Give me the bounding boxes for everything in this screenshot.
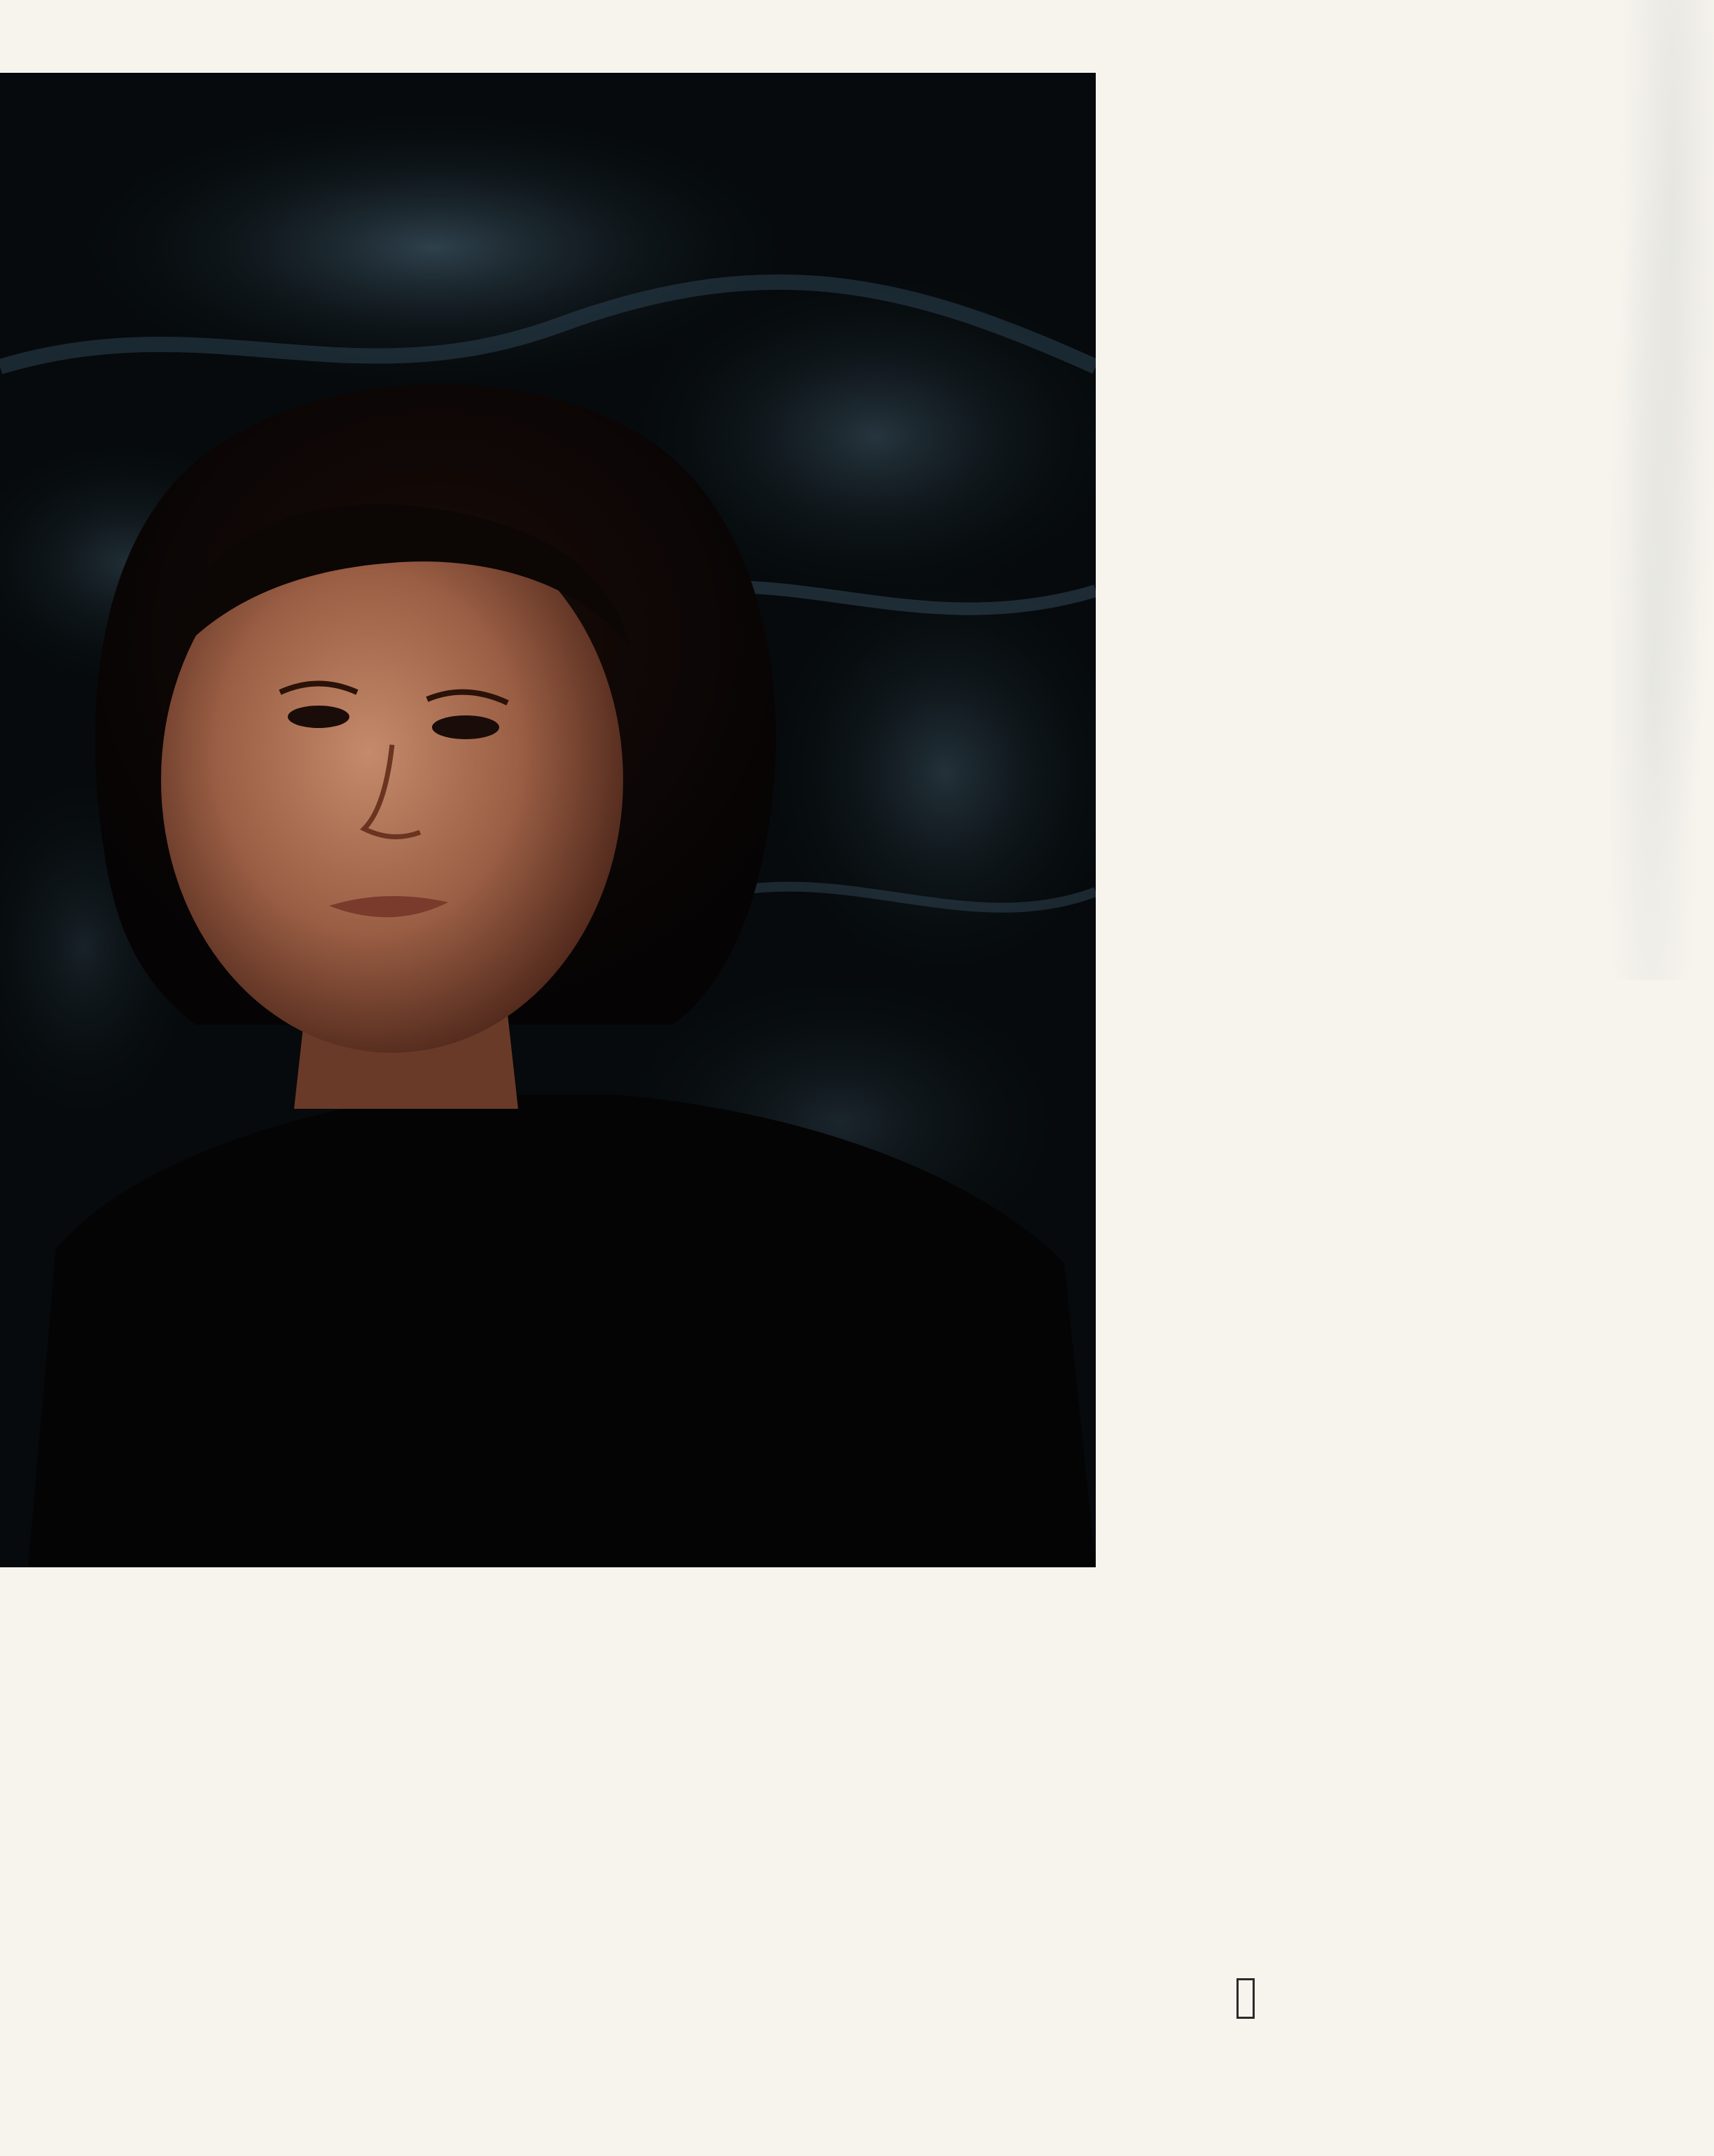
background-pattern (1610, 0, 1714, 980)
portrait-photo (0, 73, 1096, 1567)
magazine-logo (1236, 1978, 1255, 2019)
page-footer (1225, 1970, 1266, 2026)
portrait-illustration (0, 73, 1096, 1567)
